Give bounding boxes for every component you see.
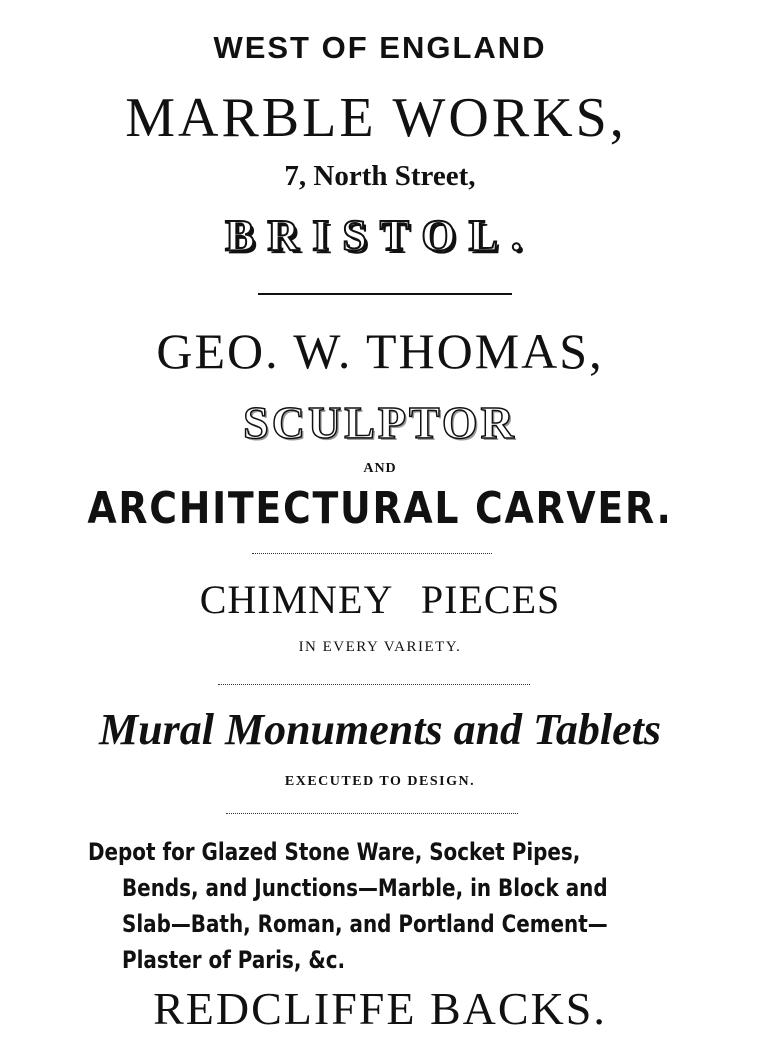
address-city: BRISTOL. xyxy=(225,211,535,260)
product-chimney-pieces: CHIMNEY PIECES xyxy=(199,577,561,622)
dotted-divider xyxy=(252,553,492,554)
product-chimney-note: IN EVERY VARIETY. xyxy=(298,639,462,655)
depot-line: Slab—Bath, Roman, and Portland Cement— xyxy=(122,910,608,938)
product-monuments: Mural Monuments and Tablets xyxy=(99,705,661,754)
depot-line: Plaster of Paris, &c. xyxy=(122,946,346,974)
depot-line: Depot for Glazed Stone Ware, Socket Pipes, xyxy=(88,838,581,866)
trade-sculptor: SCULPTOR xyxy=(243,397,517,448)
header-marble-works: MARBLE WORKS, xyxy=(125,87,627,149)
footer-location: REDCLIFFE BACKS. xyxy=(153,983,607,1034)
header-line-west-of-england: WEST OF ENGLAND xyxy=(213,30,547,65)
trade-conjunction: AND xyxy=(363,461,397,476)
trade-architectural-carver: ARCHITECTURAL CARVER. xyxy=(87,483,673,534)
address-street: 7, North Street, xyxy=(284,160,476,192)
depot-line: Bends, and Junctions—Marble, in Block and xyxy=(122,874,608,902)
proprietor-name: GEO. W. THOMAS, xyxy=(156,323,604,379)
dotted-divider xyxy=(226,813,518,814)
dotted-divider xyxy=(218,684,530,685)
divider-rule xyxy=(258,293,512,295)
product-monuments-note: EXECUTED TO DESIGN. xyxy=(284,774,476,789)
